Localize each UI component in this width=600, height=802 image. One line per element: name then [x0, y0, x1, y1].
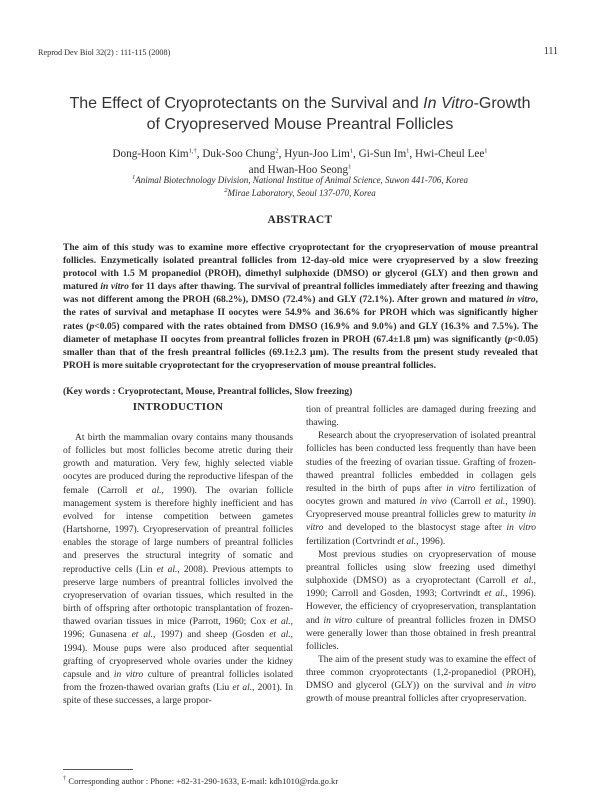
- left-column: [63, 432, 293, 708]
- paper-title: The Effect of Cryoprotectants on the Survival and In Vitro-Growth of Cryopreserved Mouse Preantral Follicles: [69, 95, 531, 133]
- footnote-divider: [63, 769, 133, 770]
- intro-paragraph-1: At birth the mammalian ovary contains many thousands of follicles but most follicles become atretic during their growth and maturation. Very few, highly selected viable oocytes are produced during the reproductive lifespan of the female (Carroll et al., 1990). The ovarian follicle management system is therefore highly inefficient and has evolved for intense competition between gametes (Hartshorne, 1997). Cryopreservation of preantral follicles enables the storage of large numbers of preantral follicles and preserves the structural integrity of somatic and reproductive cells (Lin et al., 2008). Previous attempts to preserve large numbers of preantral follicles involved the cryopreservation of ovarian tissues, which resulted in the birth of offspring after orthotopic transplantation of frozen-thawed ovarian tissues in mice (Parrott, 1960; Cox et al., 1996; Gunasena et al., 1997) and sheep (Gosden et al., 1994). Mouse pups were also produced after sequential grafting of cryopreserved whole ovaries under the kidney capsule and in vitro culture of preantral follicles isolated from the frozen-thawed ovarian grafts (Liu et al., 2001). In spite of these successes, a large propor-: [63, 433, 294, 707]
- affiliation-2: $^2$Mirae Laboratory, Seoul 137-070, Korea: [224, 187, 376, 198]
- intro-paragraph-2: Research about the cryopreservation of isolated preantral follicles has been conducted less frequently than have been studies of the freezing of ovarian tissue. Grafting of frozen-thawed preantral follicles embedded in collagen gels resulted in the birth of pups after in vitro fertilization of oocytes grown and matured in vivo (Carroll et al., 1990). Cryopreserved mouse preantral follicles grew to maturity in vitro and developed to the blastocyst stage after in vitro fertilization (Cortvrindt et al., 1996).: [306, 431, 537, 547]
- right-column: [306, 404, 536, 707]
- author-list: Dong-Hoon Kim$^{1,\dagger}$, Duk-Soo Chung$^2$, Hyun-Joo Lim$^1$, Gi-Sun Im$^1$, Hwi-Cheul Lee$^1$ and Hwan-Hoo Seong$^1$: [112, 147, 488, 176]
- intro-paragraph-1-continued: tion of preantral follicles are damaged during freezing and thawing.: [306, 405, 536, 429]
- keywords: (Key words : Cryoprotectant, Mouse, Preantral follicles, Slow freezing): [63, 386, 353, 397]
- intro-paragraph-3: Most previous studies on cryopreservation of mouse preantral follicles using slow freezing used dimethyl sulphoxide (DMSO) as a cryoprotectant (Carroll et al., 1990; Carroll and Gosden, 1993; Cortvrindt et al., 1996). However, the efficiency of cryopreservation, transplantation and in vitro culture of preantral follicles frozen in DMSO were generally lower than those obtained in fresh preantral follicles.: [306, 549, 536, 652]
- abstract-body: The aim of this study was to examine more effective cryoprotectant for the cryopreservation of mouse preantral follicles. Enzymetically isolated preantral follicles from 12-day-old mice were cryopreserved by a slow freezing protocol with 1.5 M propanediol (PROH), dimethyl sulphoxide (DMSO) or glycerol (GLY) and then grown and matured in vitro for 11 days after thawing. The survival of preantral follicles immediately after freezing and thawing was not different among the PROH (68.2%), DMSO (72.4%) and GLY (72.1%). After grown and matured in vitro, the rates of survival and metaphase II oocytes were 54.9% and 36.6% for PROH which was significantly higher rates (p<0.05) compared with the rates obtained from DMSO (16.9% and 9.0%) and GLY (16.3% and 7.5%). The diameter of metaphase II oocytes from preantral follicles frozen in PROH (67.4±1.8 μm) was significantly (p<0.05) smaller than that of the fresh preantral follicles (69.1±2.3 μm). The results from the present study revealed that PROH is more suitable cryoprotectant for the cryopreservation of mouse preantral follicles.: [63, 242, 539, 371]
- journal-citation: Reprod Dev Biol 32(2) : 111-115 (2008): [38, 48, 171, 57]
- corresponding-author-footnote: † Corresponding author : Phone: +82-31-290-1633, E-mail: kdh1010@rda.go.kr: [63, 775, 339, 786]
- abstract-heading: ABSTRACT: [267, 214, 333, 226]
- page-number: 111: [543, 46, 558, 57]
- intro-paragraph-4: The aim of the present study was to examine the effect of three common cryoprotectants (1,2-propanediol (PROH), DMSO and glycerol (GLY)) on the survival and in vitro growth of mouse preantral follicles after cryopreservation.: [306, 654, 536, 705]
- introduction-heading: INTRODUCTION: [132, 401, 224, 413]
- affiliation-1: $^1$Animal Biotechnology Division, National Institue of Animal Science, Suwon 441-706, Korea: [132, 174, 468, 185]
